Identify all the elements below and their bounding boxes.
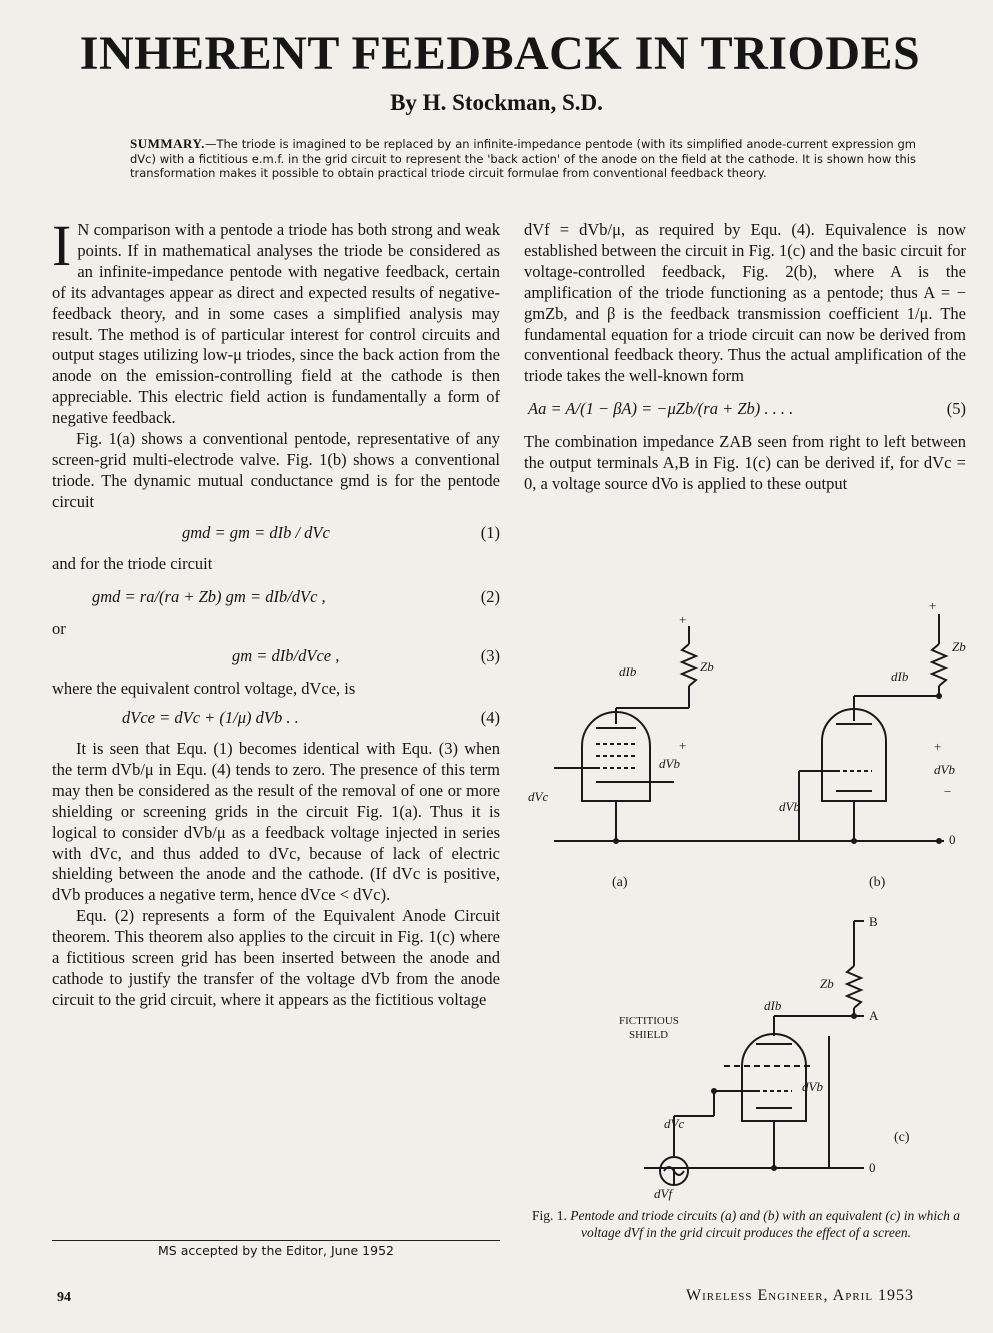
journal-footer: Wireless Engineer, April 1953: [686, 1287, 915, 1304]
svg-text:dVb: dVb: [934, 762, 955, 777]
svg-text:dVb: dVb: [802, 1079, 823, 1094]
equation-5: Aa = A/(1 − βA) = −μZb/(ra + Zb) . . . . (5): [528, 399, 966, 419]
equation-2: gmd = ra/(ra + Zb) gm = dIb/dVc , (2): [92, 586, 500, 606]
equation-1: gmd = gm = dIb / dVc (1): [182, 522, 500, 542]
column-footer-rule: [52, 1240, 500, 1241]
equation-4: dVce = dVc + (1/μ) dVb . . (4): [122, 708, 500, 728]
paragraph: It is seen that Equ. (1) becomes identical with Equ. (3) when the term dVb/μ in Equ. (4) tends to zero. The presence of this term may then be considered as the result of the removal of one or more shielding or screening grids in the circuit Fig. 1(a). Thus it is logical to consider dVb/μ as a feedback voltage injected in series with dVc, and thus added to dVc, because of lack of electric shielding between the anode and the cathode. (If dVc is positive, dVb produces a negative term, hence dVce < dVc).: [52, 739, 500, 905]
svg-text:dIb: dIb: [764, 998, 782, 1013]
summary-label: SUMMARY.: [130, 136, 205, 151]
paragraph: where the equivalent control voltage, dVce, is: [52, 679, 356, 699]
drop-cap: I: [52, 213, 72, 278]
svg-text:0: 0: [869, 1160, 876, 1175]
terminal-b: B: [869, 914, 878, 929]
left-column: [52, 213, 500, 1011]
svg-text:Zb: Zb: [952, 639, 966, 654]
article-title: INHERENT FEEDBACK IN TRIODES: [79, 27, 921, 80]
svg-text:dVc: dVc: [664, 1116, 685, 1131]
page-number: 94: [57, 1290, 71, 1305]
svg-text:Zb: Zb: [820, 976, 834, 991]
dib-label: dIb: [619, 664, 637, 679]
dvb-label: dVb: [659, 756, 680, 771]
svg-text:−: −: [944, 784, 952, 799]
equation-3: gm = dIb/dVce , (3): [232, 646, 500, 666]
intro-paragraph: I N comparison with a pentode a triode has both strong and weak points. If in mathematical analyses the triode be considered as an infinite-impedance pentode with negative feedback, certain of its advantages appear as direct and expected results of negative-feedback theory, and in some cases a simplified analysis may result. The method is of particular interest for control circuits and output stages utilizing low-μ triodes, since the back action from the anode on the emission-controlling field at the cathode is then appreciable. This electric field action is fundamentally a form of negative feedback.: [52, 213, 500, 428]
svg-text:dIb: dIb: [891, 669, 909, 684]
zb-label: Zb: [700, 659, 714, 674]
svg-text:0: 0: [949, 832, 956, 847]
svg-text:+: +: [679, 738, 687, 753]
svg-text:+: +: [929, 598, 937, 613]
circuit-figure: [524, 596, 968, 1206]
dvf-label: dVf: [654, 1186, 673, 1201]
shield-label: SHIELD: [629, 1029, 669, 1041]
svg-text:+: +: [934, 739, 942, 754]
paragraph: The combination impedance ZAB seen from right to left between the output terminals A,B in Fig. 1(c) can be derived if, for dVc = 0, a voltage source dVo is applied to these output: [524, 432, 966, 493]
figure-label-c: (c): [894, 1130, 910, 1145]
figure-caption: Fig. 1. Pentode and triode circuits (a) and (b) with an equivalent (c) in which a voltage dVf in the grid circuit produces the effect of a screen.: [531, 1208, 961, 1240]
accepted-note: MS accepted by the Editor, June 1952: [158, 1243, 394, 1258]
summary-text: —The triode is imagined to be replaced by an infinite-impedance pentode (with its simplified anode-current expression gm dVc) with a fictitious e.m.f. in the grid circuit to represent the 'back action' of the anode on the field at the cathode. It is shown how this transformation makes it possible to obtain practical triode circuit formulae from conventional feedback theory.: [130, 137, 916, 181]
fictitious-label: FICTITIOUS: [619, 1015, 679, 1027]
figure-label-b: (b): [869, 875, 886, 890]
paragraph: dVf = dVb/μ, as required by Equ. (4). Equivalence is now established between the circuit in Fig. 1(c) and the basic circuit for voltage-controlled feedback, Fig. 2(b), where A is the amplification of the triode functioning as a pentode; thus A = − gmZb, and β is the feedback transmission coefficient 1/μ. The fundamental equation for a triode circuit can now be derived from conventional feedback theory. Thus the actual amplification of the triode takes the well-known form: [524, 220, 966, 386]
summary-block: [130, 137, 916, 181]
paragraph: and for the triode circuit: [52, 553, 213, 573]
paragraph: Equ. (2) represents a form of the Equivalent Anode Circuit theorem. This theorem also applies to the circuit in Fig. 1(c) where a fictitious screen grid has been inserted between the anode and cathode to justify the transfer of the voltage dVb from the anode circuit to the grid circuit, where it appears as the fictitious voltage: [52, 906, 500, 1009]
paragraph: or: [52, 619, 66, 639]
paragraph: Fig. 1(a) shows a conventional pentode, representative of any screen-grid multi-electrode valve. Fig. 1(b) shows a conventional triode. The dynamic mutual conductance gmd is for the pentode circuit: [52, 429, 500, 511]
figure-label-a: (a): [612, 875, 628, 890]
dvc-label: dVc: [528, 789, 549, 804]
terminal-a: A: [869, 1008, 879, 1023]
plus-sign: +: [679, 612, 687, 627]
right-column: [524, 220, 966, 495]
author-byline: By H. Stockman, S.D.: [390, 90, 603, 115]
svg-text:dVb: dVb: [779, 799, 800, 814]
